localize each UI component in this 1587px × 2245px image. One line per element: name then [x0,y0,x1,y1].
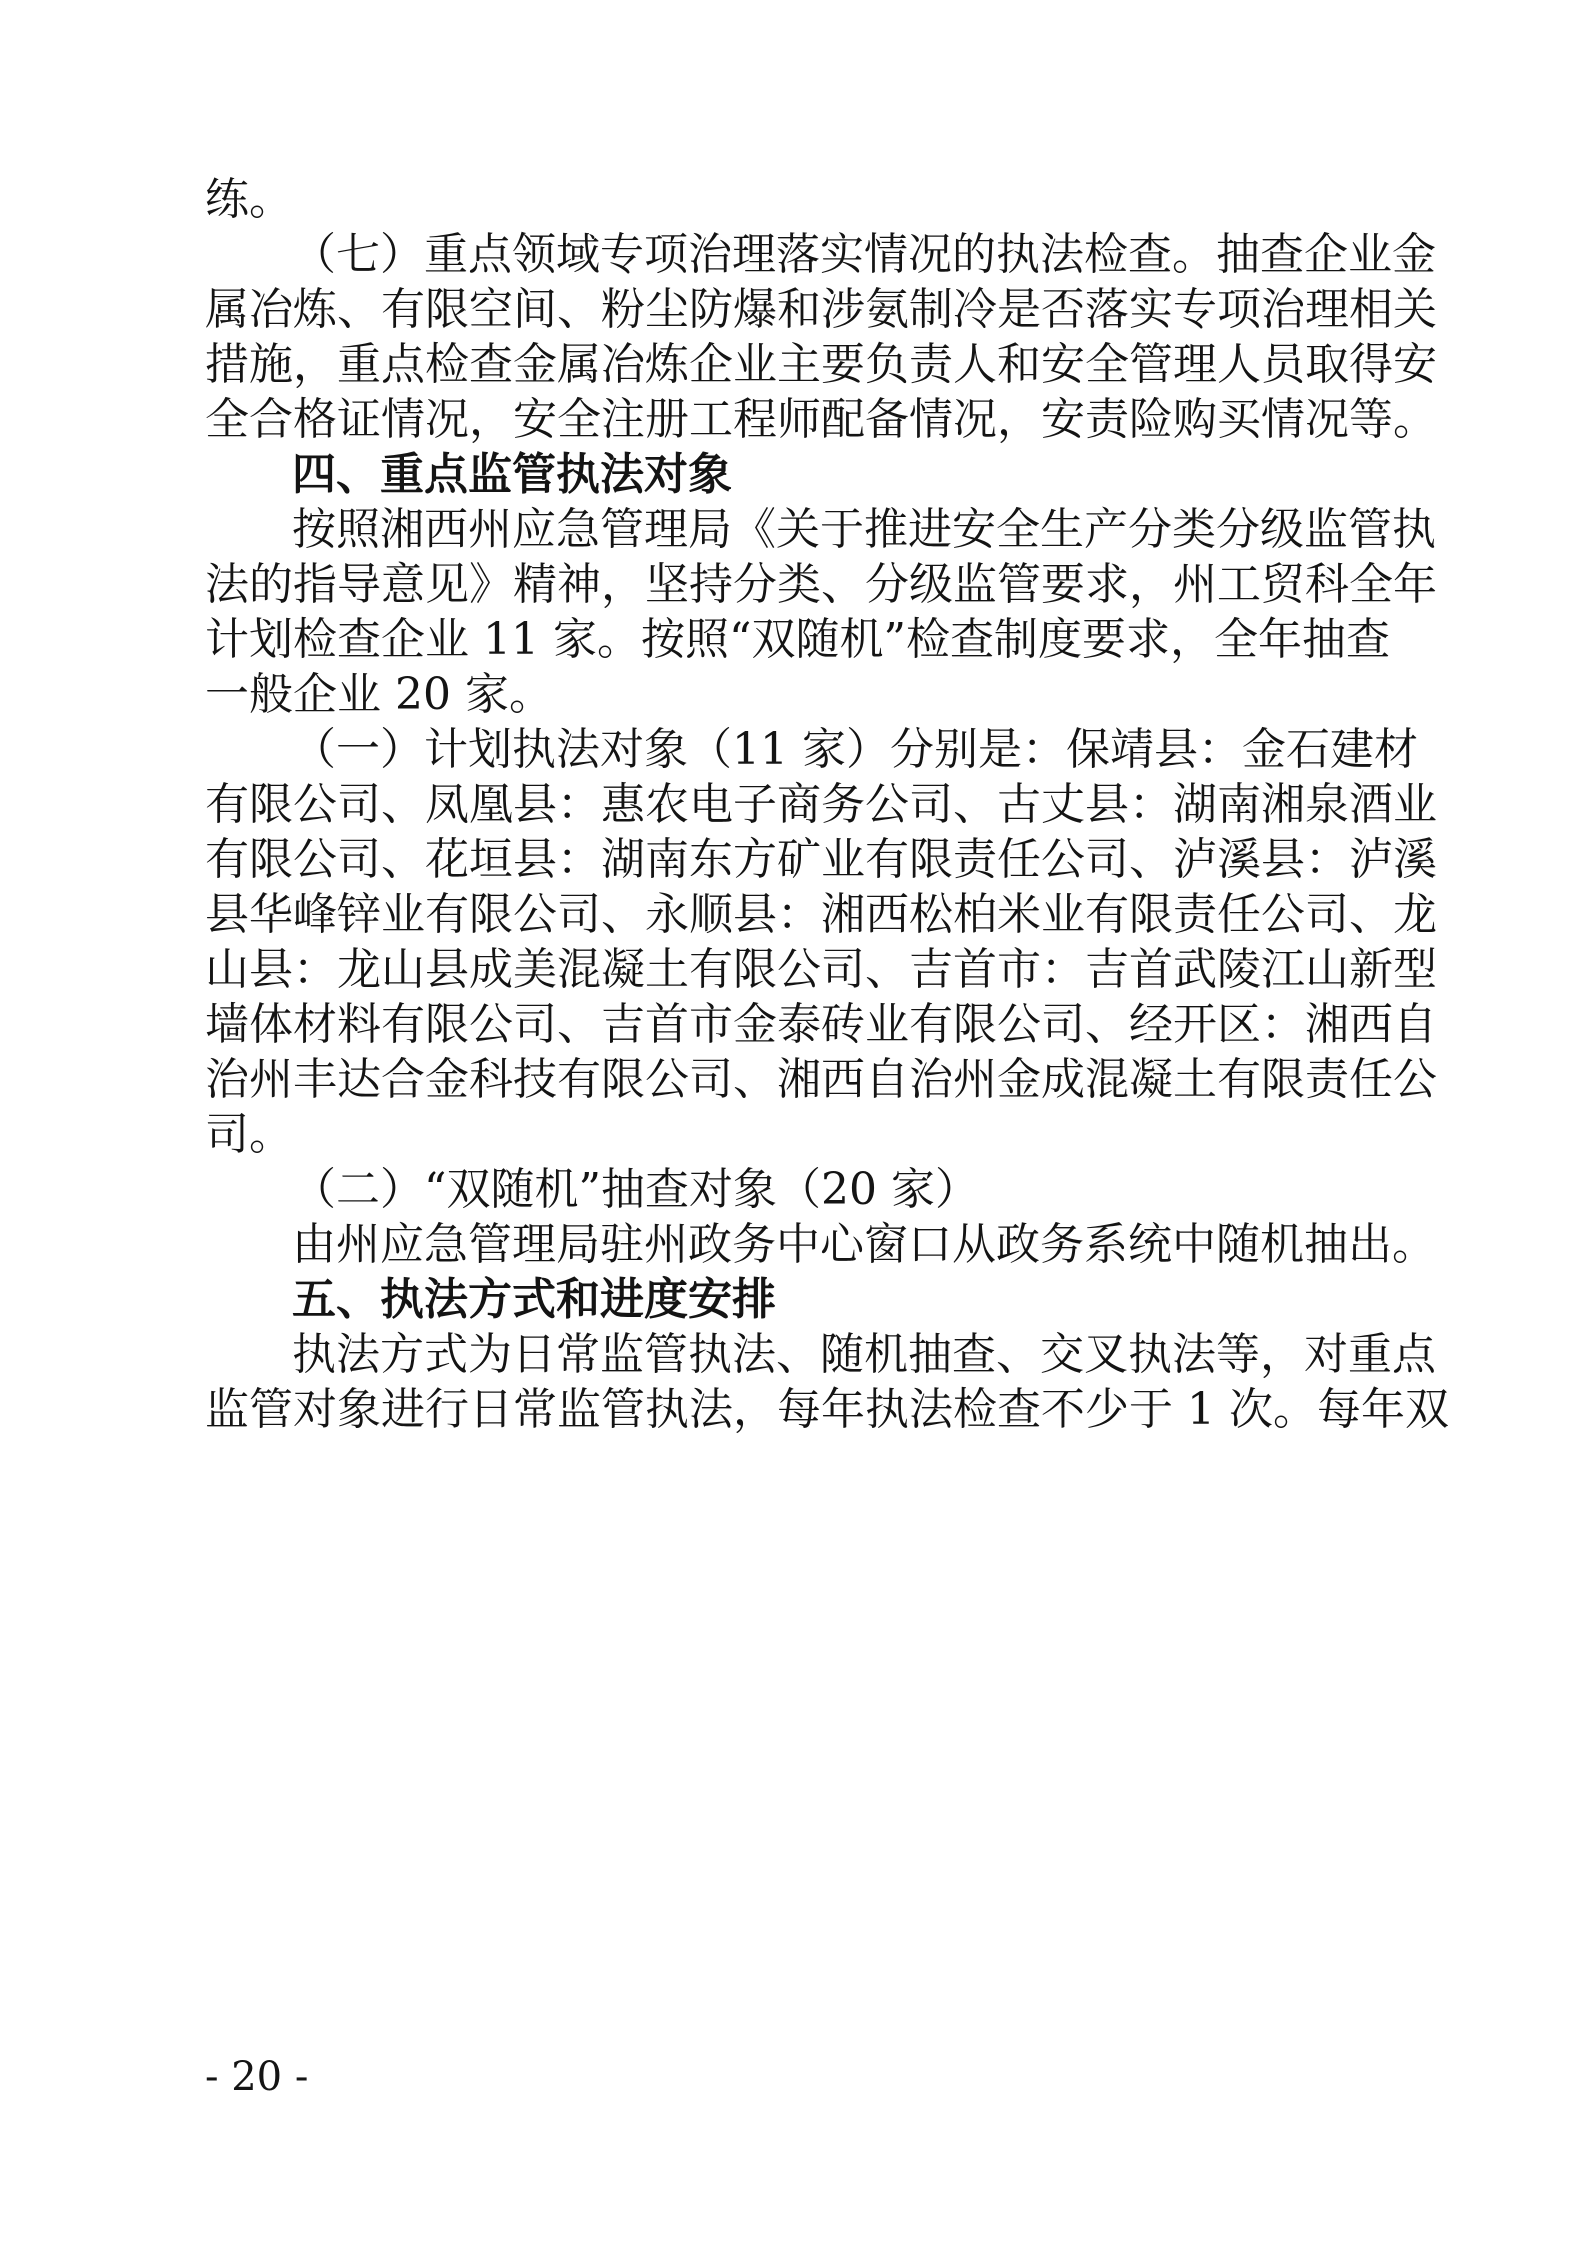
paragraph-line: 法的指导意见》精神，坚持分类、分级监管要求，州工贸科全年 [205,559,1437,610]
paragraph-line: 县华峰锌业有限公司、永顺县：湘西松柏米业有限责任公司、龙 [205,889,1437,940]
paragraph-line: 练。 [205,174,293,225]
paragraph-line: 计划检查企业 11 家。按照“双随机”检查制度要求，全年抽查 [205,614,1390,665]
paragraph-line: 山县：龙山县成美混凝土有限公司、吉首市：吉首武陵江山新型 [205,944,1437,995]
paragraph-line: 一般企业 20 家。 [205,669,553,720]
paragraph-line: （一）计划执法对象（11 家）分别是：保靖县：金石建材 [292,724,1418,775]
page-number: - 20 - [205,2054,309,2100]
paragraph-line: 监管对象进行日常监管执法，每年执法检查不少于 1 次。每年双 [205,1384,1449,1435]
paragraph-line: 全合格证情况，安全注册工程师配备情况，安责险购买情况等。 [205,394,1437,445]
paragraph-line: 墙体材料有限公司、吉首市金泰砖业有限公司、经开区：湘西自 [205,999,1437,1050]
paragraph-line: 有限公司、凤凰县：惠农电子商务公司、古丈县：湖南湘泉酒业 [205,779,1437,830]
section-heading: 五、执法方式和进度安排 [292,1274,776,1325]
paragraph-line: （七）重点领域专项治理落实情况的执法检查。抽查企业金 [292,229,1436,280]
subheading-line: （二）“双随机”抽查对象（20 家） [292,1164,979,1215]
section-heading: 四、重点监管执法对象 [292,449,732,500]
paragraph-line: 按照湘西州应急管理局《关于推进安全生产分类分级监管执 [292,504,1436,555]
paragraph-line: 属冶炼、有限空间、粉尘防爆和涉氨制冷是否落实专项治理相关 [205,284,1437,335]
paragraph-line: 有限公司、花垣县：湖南东方矿业有限责任公司、泸溪县：泸溪 [205,834,1437,885]
paragraph-line: 司。 [205,1109,293,1160]
paragraph-line: 由州应急管理局驻州政务中心窗口从政务系统中随机抽出。 [292,1219,1436,1270]
paragraph-line: 执法方式为日常监管执法、随机抽查、交叉执法等，对重点 [292,1329,1436,1380]
paragraph-line: 措施，重点检查金属冶炼企业主要负责人和安全管理人员取得安 [205,339,1437,390]
paragraph-line: 治州丰达合金科技有限公司、湘西自治州金成混凝土有限责任公 [205,1054,1437,1105]
